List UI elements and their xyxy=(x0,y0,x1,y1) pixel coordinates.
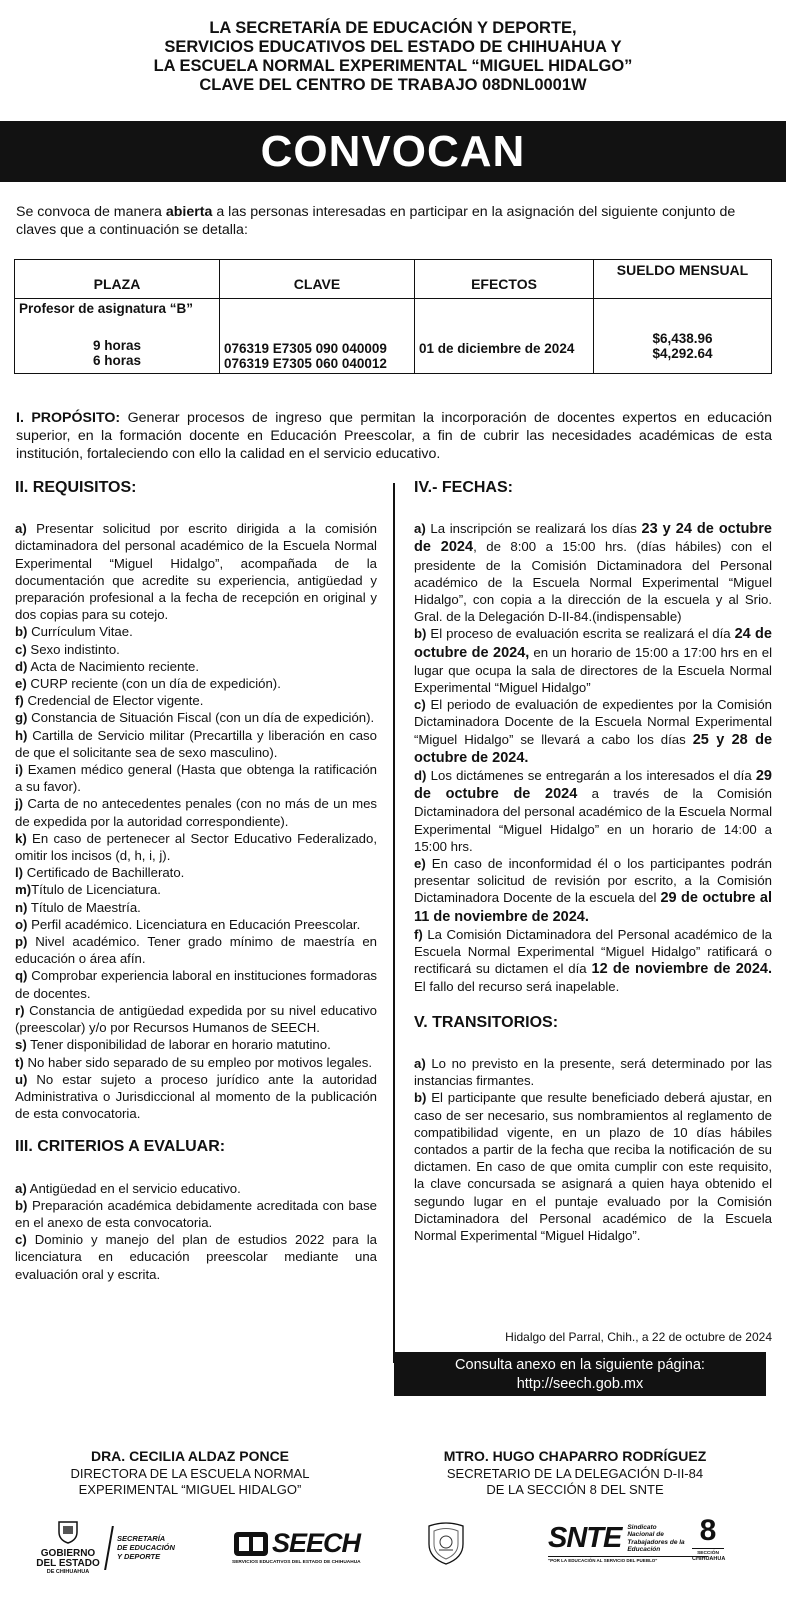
transitorios-list xyxy=(414,1055,772,1244)
requisitos-list xyxy=(15,520,377,1122)
document-header xyxy=(0,0,786,95)
list-item: m)Título de Licenciatura. xyxy=(15,882,161,898)
shield-icon xyxy=(57,1520,79,1544)
seccion-8-logo: 8 SECCIÓN CHIHUAHUA xyxy=(692,1514,726,1562)
consulta-link[interactable]: http://seech.gob.mx xyxy=(516,1376,644,1392)
table-header-row xyxy=(15,260,772,299)
plazas-table xyxy=(14,259,772,374)
list-item: e) En caso de inconformidad él o los participantes podrán presentar solicitud de revisión por escrito, a la Comisión Dictaminadora Docente de la escuela del 29 de octubre al 11 de noviembre de 2024. xyxy=(414,856,772,925)
right-column xyxy=(414,479,772,1244)
list-item: u) No estar sujeto a proceso jurídico ante la autoridad Administrativa o Jurisdiccional al momento de la publicación de esta convocatoria. xyxy=(15,1071,377,1122)
list-item: a) Presentar solicitud por escrito dirigida a la comisión dictaminadora del personal académico de la Escuela Normal Experimental “Miguel Hidalgo”, acompañada de la documentación que acredite su experiencia, antigüedad y preparación profesional a la fecha de recepción en original y dos copias para su cotejo. xyxy=(15,521,377,623)
list-item: c) Dominio y manejo del plan de estudios 2022 para la licenciatura en educación preescolar mediante una evaluación oral y escrita. xyxy=(15,1232,377,1282)
fecha-lugar: Hidalgo del Parral, Chih., a 22 de octubre de 2024 xyxy=(505,1330,772,1344)
list-item: l) Certificado de Bachillerato. xyxy=(15,865,185,881)
header-sueldo: SUELDO MENSUAL xyxy=(594,260,772,299)
left-column xyxy=(15,479,377,1283)
cell-clave: 076319 E7305 090 040009 076319 E7305 060 040012 xyxy=(220,299,415,374)
consulta-box xyxy=(394,1352,766,1396)
convocan-banner: CONVOCAN xyxy=(0,121,786,182)
table-row xyxy=(15,299,772,374)
header-line-3: LA ESCUELA NORMAL EXPERIMENTAL “MIGUEL HIDALGO” xyxy=(153,57,633,75)
header-efectos: EFECTOS xyxy=(415,260,594,299)
list-item: b) Currículum Vitae. xyxy=(15,624,133,640)
intro-paragraph: Se convoca de manera abierta a las personas interesadas en participar en la asignación del siguiente conjunto de claves que a continuación se detalla: xyxy=(16,204,736,238)
list-item: e) CURP reciente (con un día de expedición). xyxy=(15,676,281,692)
fechas-list xyxy=(414,520,772,995)
logos-strip xyxy=(0,1514,786,1590)
firma-secretario: MTRO. HUGO CHAPARRO RODRÍGUEZ SECRETARIO DE LA DELEGACIÓN D-II-84 DE LA SECCIÓN 8 DEL SNTE xyxy=(410,1448,740,1498)
header-line-4: CLAVE DEL CENTRO DE TRABAJO 08DNL0001W xyxy=(199,76,587,94)
header-line-2: SERVICIOS EDUCATIVOS DEL ESTADO DE CHIHUAHUA Y xyxy=(164,38,622,56)
firma-name: DRA. CECILIA ALDAZ PONCE xyxy=(90,1448,290,1464)
consulta-text: Consulta anexo en la siguiente página: xyxy=(455,1357,705,1373)
list-item: r) Constancia de antigüedad expedida por su nivel educativo (preescolar) y/o por Recursos Humanos de SEECH. xyxy=(15,1002,377,1036)
header-clave: CLAVE xyxy=(220,260,415,299)
list-item: b) El proceso de evaluación escrita se realizará el día 24 de octubre de 2024, en un horario de 15:00 a 17:00 hrs en el lugar que ocupa la sala de directores de la Escuela Normal Experimental “Miguel Hidalgo” xyxy=(414,626,772,696)
list-item: b) Preparación académica debidamente acreditada con base en el anexo de esta convocatoria. xyxy=(15,1197,377,1230)
gobierno-logo: GOBIERNO DEL ESTADO DE CHIHUAHUA xyxy=(28,1520,108,1576)
criterios-list xyxy=(15,1180,377,1283)
list-item: p) Nivel académico. Tener grado mínimo de maestría en educación o área afín. xyxy=(15,934,377,967)
list-item: q) Comprobar experiencia laboral en instituciones formadoras de docentes. xyxy=(15,968,377,1001)
list-item: j) Carta de no antecedentes penales (con no más de un mes de expedida por la autoridad correspondiente). xyxy=(15,796,377,829)
list-item: k) En caso de pertenecer al Sector Educativo Federalizado, omitir los incisos (d, h, i, j). xyxy=(15,830,377,864)
criterios-title: III. CRITERIOS A EVALUAR: xyxy=(15,1138,226,1156)
list-item: d) Acta de Nacimiento reciente. xyxy=(15,658,199,674)
crest-icon xyxy=(425,1520,467,1566)
requisitos-title: II. REQUISITOS: xyxy=(15,479,137,496)
column-divider xyxy=(393,483,395,1363)
transitorios-title: V. TRANSITORIOS: xyxy=(414,1013,559,1031)
list-item: a) Lo no previsto en la presente, será determinado por las instancias firmantes. xyxy=(414,1055,772,1089)
cell-efectos: 01 de diciembre de 2024 xyxy=(415,299,594,374)
list-item: d) Los dictámenes se entregarán a los interesados el día 29 de octubre de 2024 a través de la Comisión Dictaminadora del personal académico de la Escuela Normal Experimental “Miguel Hidalgo” en un horario de 14:00 a 15:00 hrs. xyxy=(414,768,772,854)
list-item: n) Título de Maestría. xyxy=(15,899,141,915)
firma-directora: DRA. CECILIA ALDAZ PONCE DIRECTORA DE LA ESCUELA NORMAL EXPERIMENTAL “MIGUEL HIDALGO” xyxy=(40,1448,340,1498)
header-line-1: LA SECRETARÍA DE EDUCACIÓN Y DEPORTE, xyxy=(209,19,577,37)
list-item: f) La Comisión Dictaminadora del Personal académico de la Escuela Normal Experimental “Miguel Hidalgo” ratificará o rectificará su dictamen el día 12 de noviembre de 2024. El fallo del recurso será inapelable. xyxy=(414,926,773,995)
list-item: a) Antigüedad en el servicio educativo. xyxy=(15,1180,241,1196)
list-item: f) Credencial de Elector vigente. xyxy=(15,693,204,709)
list-item: i) Examen médico general (Hasta que obtenga la ratificación a su favor). xyxy=(15,762,377,795)
list-item: s) Tener disponibilidad de laborar en horario matutino. xyxy=(15,1037,331,1053)
list-item: h) Cartilla de Servicio militar (Precartilla y liberación en caso de que el solicitante sea de sexo masculino). xyxy=(15,727,377,760)
list-item: c) Sexo indistinto. xyxy=(15,641,120,657)
proposito-section: I. PROPÓSITO: Generar procesos de ingreso que permitan la incorporación de docentes expertos en educación superior, en la formación docente en Educación Preescolar, a fin de cubrir las necesidades académicas de esta institución, fortaleciendo con ello la calidad en el servicio educativo. xyxy=(16,410,772,462)
fechas-title: IV.- FECHAS: xyxy=(414,479,513,496)
list-item: o) Perfil académico. Licenciatura en Educación Preescolar. xyxy=(15,916,361,932)
snte-logo: SNTE Sindicato Nacional de Trabajadores de la Educación "POR LA EDUCACIÓN AL SERVICIO DEL PUEBLO" xyxy=(548,1522,708,1563)
list-item: g) Constancia de Situación Fiscal (con un día de expedición). xyxy=(15,710,375,726)
secretaria-logo: SECRETARÍA DE EDUCACIÓN Y DEPORTE xyxy=(117,1534,175,1561)
list-item: c) El periodo de evaluación de expedientes por la Comisión Dictaminadora Docente de la Escuela Normal Experimental “Miguel Hidalgo” se llevará a cabo los días 25 y 28 de octubre de 2024. xyxy=(414,697,773,766)
header-plaza: PLAZA xyxy=(15,260,220,299)
list-item: t) No haber sido separado de su empleo por motivos legales. xyxy=(15,1054,373,1070)
list-item: b) El participante que resulte beneficiado deberá ajustar, en caso de ser necesario, sus nombramientos al reglamento de compatibilidad vigente, en un plazo de 10 días hábiles contados a partir de la fecha que reciba la notificación de su dictamen. En caso de que omita cumplir con este requisito, la clave concursada se asignará a quien haya obtenido el segundo lugar en el puntaje evaluado por la Comisión Dictaminadora del Personal académico de la Escuela Normal Experimental “Miguel Hidalgo”. xyxy=(414,1090,772,1243)
seech-logo: SEECH SERVICIOS EDUCATIVOS DEL ESTADO DE CHIHUAHUA xyxy=(232,1528,361,1565)
cell-plaza: Profesor de asignatura “B” 9 horas 6 horas xyxy=(15,299,220,374)
cell-sueldo: $6,438.96 $4,292.64 xyxy=(594,299,772,374)
list-item: a) La inscripción se realizará los días 23 y 24 de octubre de 2024, de 8:00 a 15:00 hrs. (días hábiles) con el presidente de la Comisión Dictaminadora del Personal académico de la Escuela Normal Experimental “Miguel Hidalgo”, con copia a la dirección de la escuela y al Srio. Gral. de la Delegación D-II-84.(indispensable) xyxy=(414,521,772,625)
crest-logo xyxy=(425,1520,467,1571)
book-icon xyxy=(232,1529,270,1559)
firma-name: MTRO. HUGO CHAPARRO RODRÍGUEZ xyxy=(443,1448,707,1464)
